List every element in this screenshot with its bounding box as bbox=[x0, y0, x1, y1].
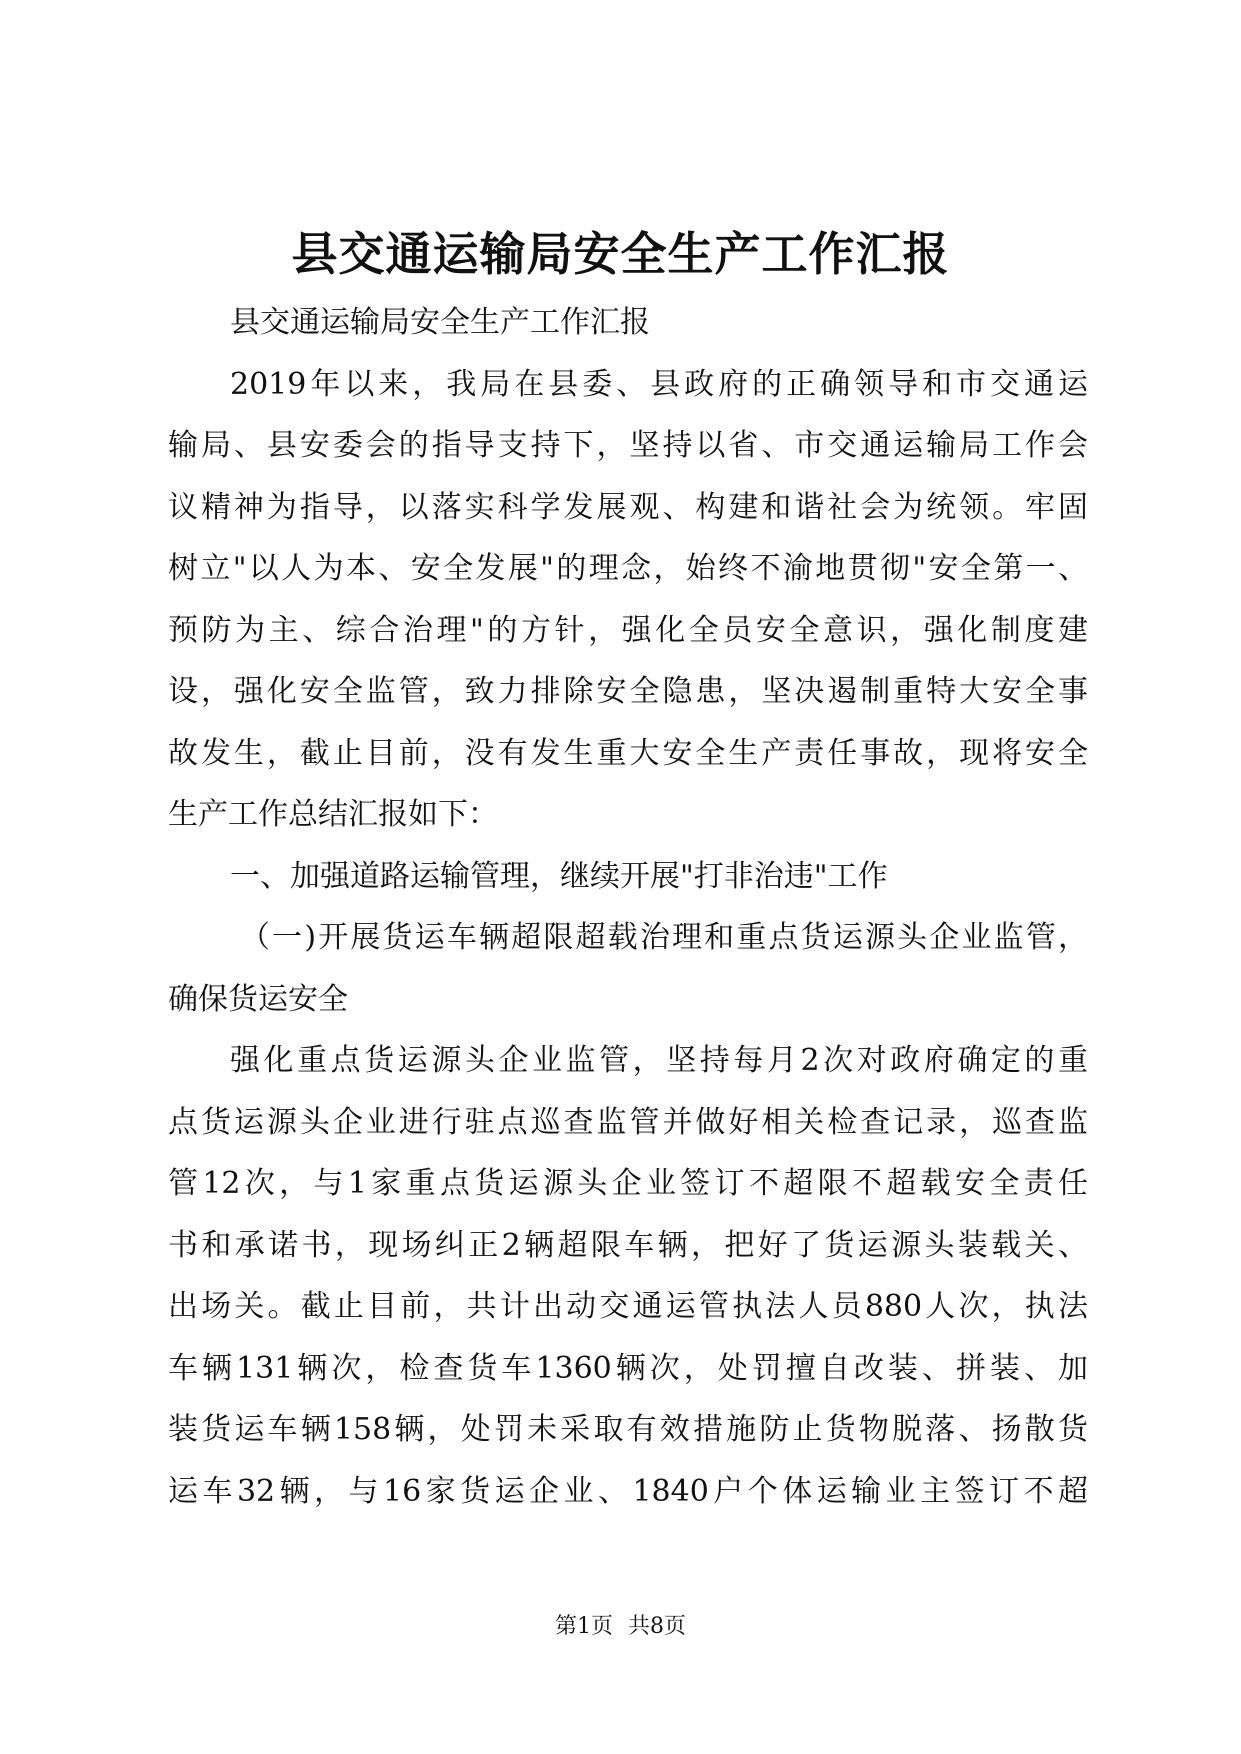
body-line: 2019年以来，我局在县委、县政府的正确领导和市交通运 bbox=[230, 366, 1088, 402]
body-line: 树立"以人为本、安全发展"的理念，始终不渝地贯彻"安全第一、 bbox=[168, 551, 1088, 586]
page-number: 第1页 bbox=[555, 1614, 613, 1639]
document-body bbox=[168, 292, 1088, 1522]
body-line: 故发生，截止目前，没有发生重大安全生产责任事故，现将安全 bbox=[168, 735, 1088, 771]
body-line: 管12次，与1家重点货运源头企业签订不超限不超载安全责任 bbox=[168, 1166, 1088, 1201]
body-line: 装货运车辆158辆，处罚未采取有效措施防止货物脱落、扬散货 bbox=[168, 1412, 1088, 1447]
body-line: 设，强化安全监管，致力排除安全隐患，坚决遏制重特大安全事 bbox=[168, 674, 1088, 709]
body-line: 书和承诺书，现场纠正2辆超限车辆，把好了货运源头装载关、 bbox=[168, 1227, 1088, 1263]
body-line: 议精神为指导，以落实科学发展观、构建和谐社会为统领。牢固 bbox=[168, 489, 1088, 525]
subsection-heading: （一)开展货运车辆超限超载治理和重点货运源头企业监管， bbox=[240, 920, 1088, 955]
section-heading: 一、加强道路运输管理，继续开展"打非治违"工作 bbox=[230, 858, 888, 894]
body-line: 县交通运输局安全生产工作汇报 bbox=[230, 305, 650, 340]
page-total: 共8页 bbox=[628, 1614, 686, 1639]
body-line: 车辆131辆次，检查货车1360辆次，处罚擅自改装、拼装、加 bbox=[168, 1350, 1088, 1386]
document-title: 县交通运输局安全生产工作汇报 bbox=[291, 227, 950, 281]
body-line: 输局、县安委会的指导支持下，坚持以省、市交通运输局工作会 bbox=[168, 428, 1088, 463]
subsection-heading-cont: 确保货运安全 bbox=[168, 981, 348, 1017]
body-line: 点货运源头企业进行驻点巡查监管并做好相关检查记录，巡查监 bbox=[168, 1104, 1088, 1140]
body-line: 出场关。截止目前，共计出动交通运管执法人员880人次，执法 bbox=[168, 1289, 1088, 1324]
body-line: 强化重点货运源头企业监管，坚持每月2次对政府确定的重 bbox=[230, 1043, 1088, 1078]
body-line: 运车32辆，与16家货运企业、1840户个体运输业主签订不超 bbox=[168, 1473, 1088, 1509]
body-line: 预防为主、综合治理"的方针，强化全员安全意识，强化制度建 bbox=[168, 612, 1088, 648]
page-footer bbox=[0, 1612, 1241, 1642]
body-line: 生产工作总结汇报如下： bbox=[168, 797, 498, 832]
